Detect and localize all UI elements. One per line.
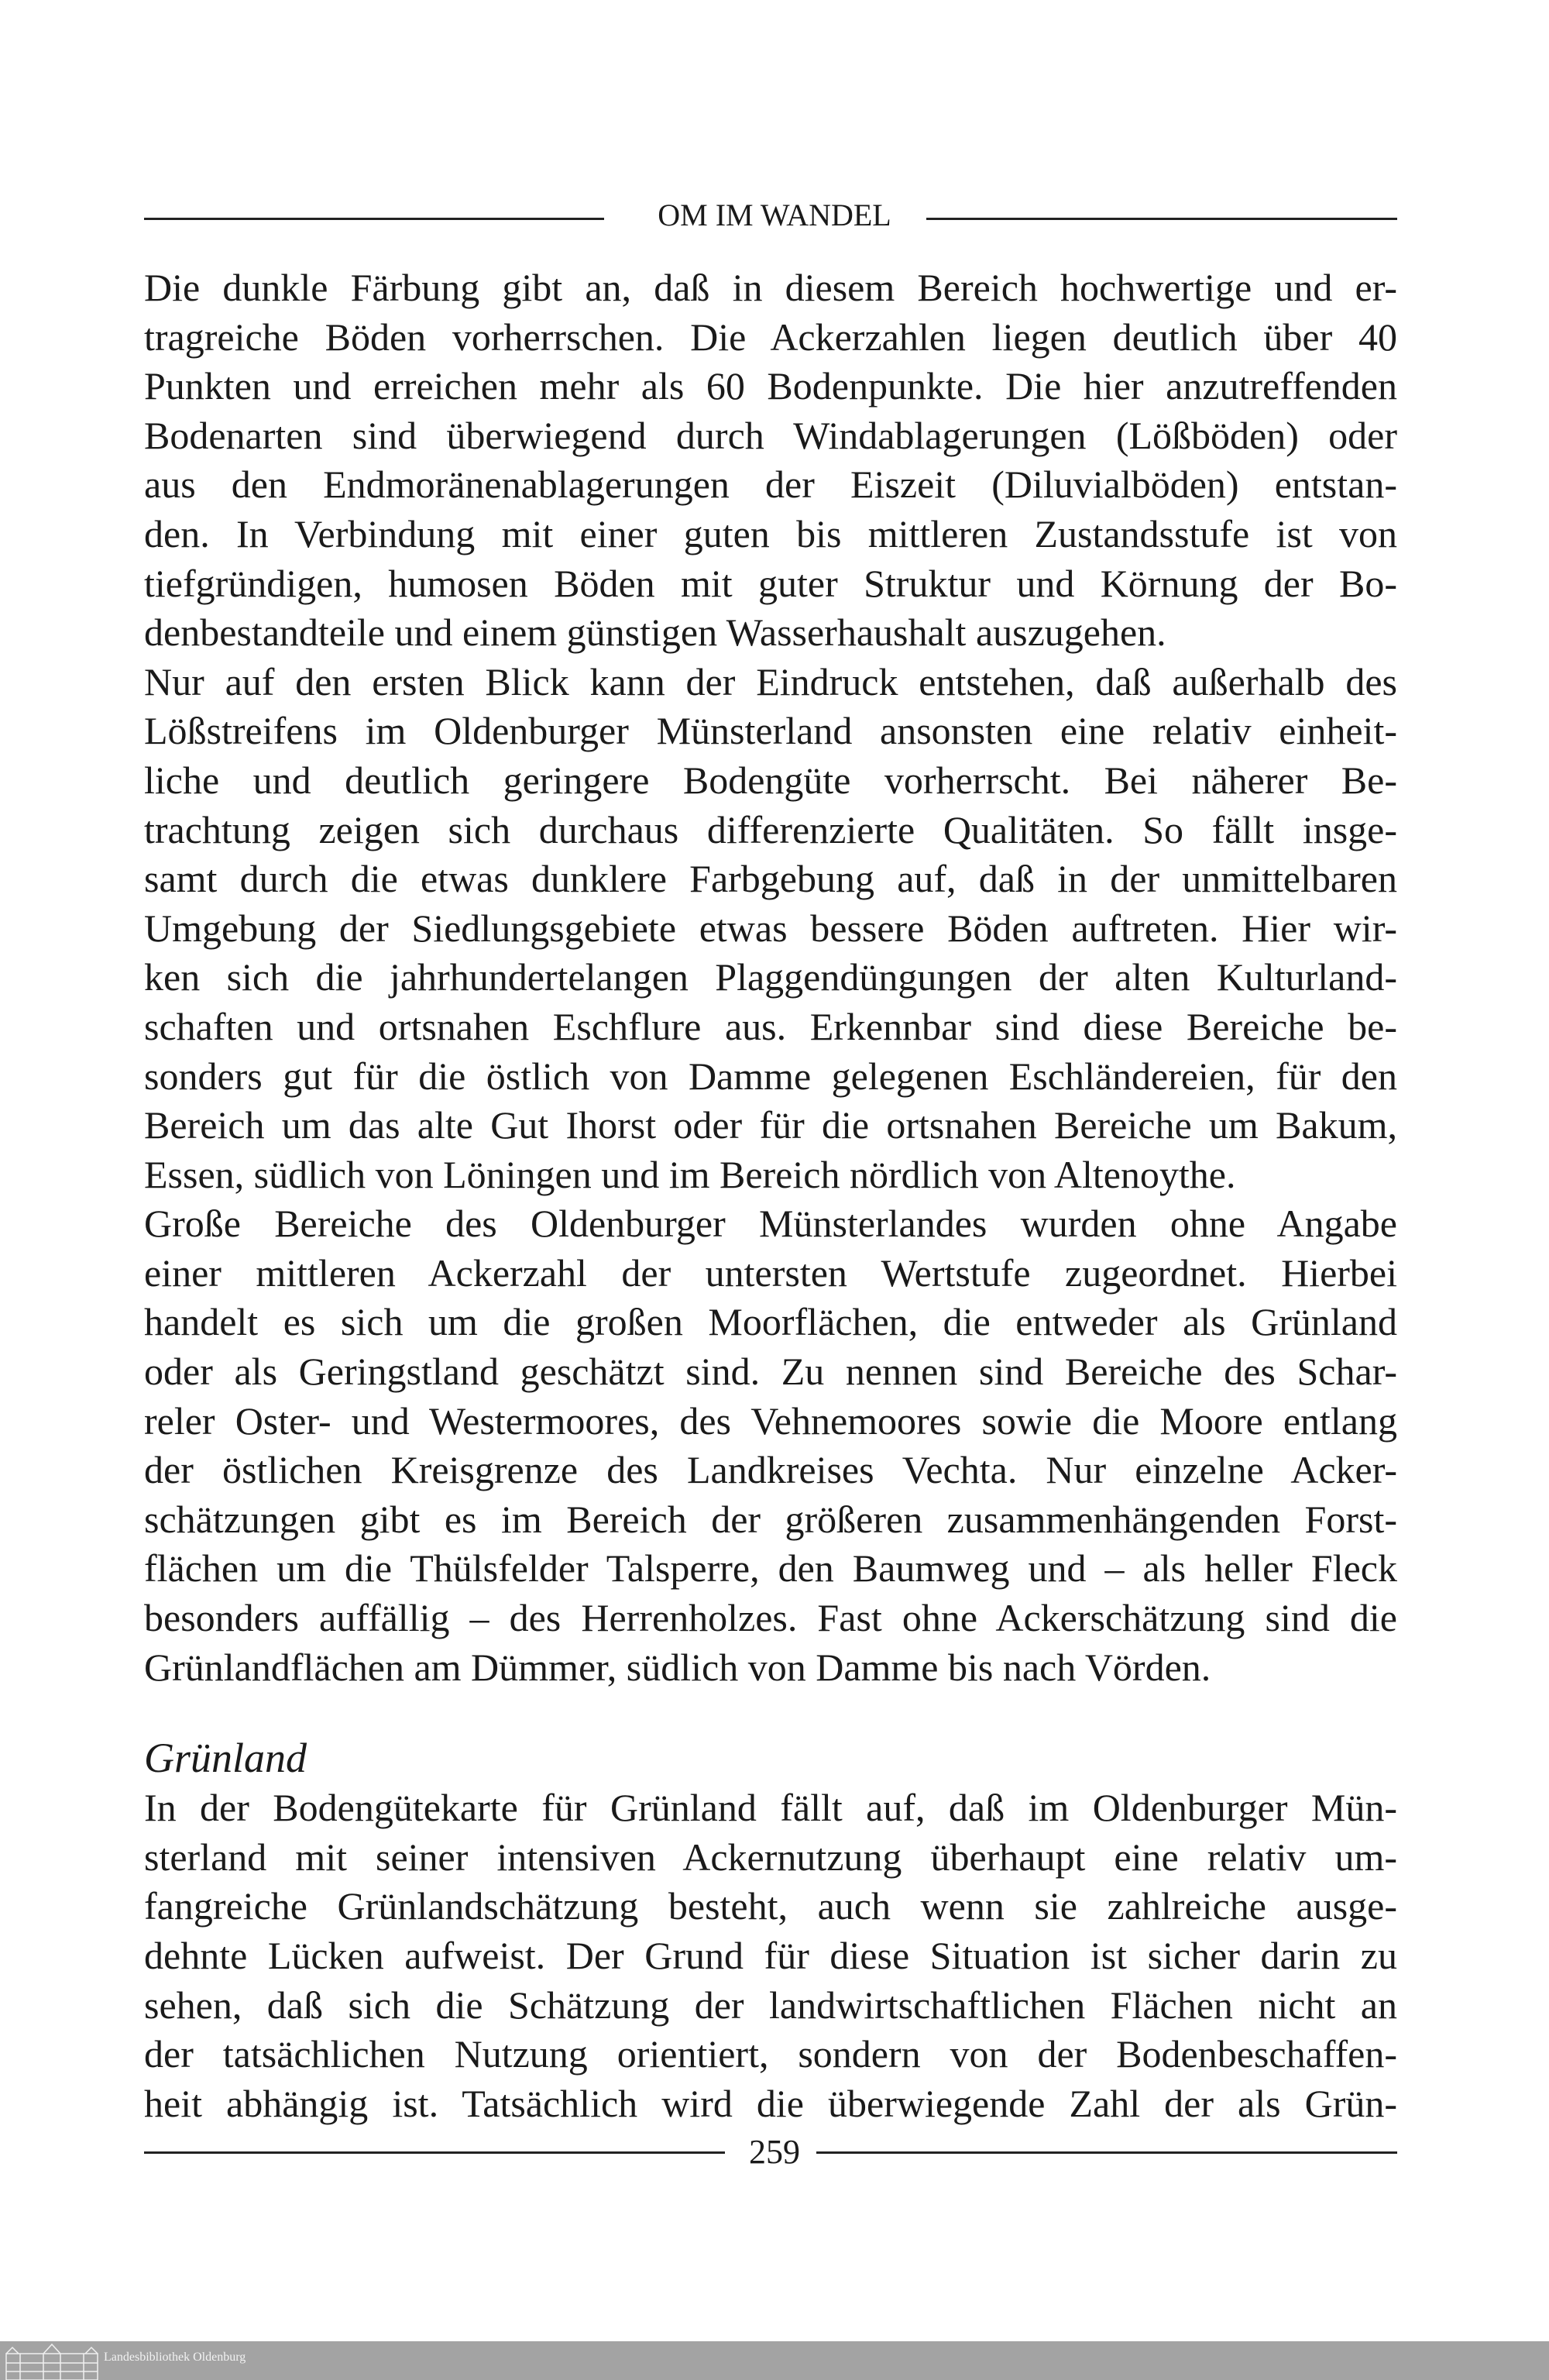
text-line: heit abhängig ist. Tatsächlich wird die überwiegende Zahl der als Grün- (144, 2081, 1397, 2125)
text-line: Umgebung der Siedlungsgebiete etwas bessere Böden auftreten. Hier wir- (144, 906, 1397, 950)
text-line: den. In Verbindung mit einer guten bis mittleren Zustandsstufe ist von (144, 511, 1397, 555)
text-line: schätzungen gibt es im Bereich der größeren zusammenhängenden Forst- (144, 1497, 1397, 1541)
text-line: trachtung zeigen sich durchaus differenzierte Qualitäten. So fällt insge- (144, 807, 1397, 851)
text-line: Nur auf den ersten Blick kann der Eindruck entstehen, daß außerhalb des (144, 659, 1397, 703)
text-line: Große Bereiche des Oldenburger Münsterlandes wurden ohne Angabe (144, 1202, 1397, 1246)
library-building-logo (5, 2343, 99, 2380)
text-line: Essen, südlich von Löningen und im Bereich nördlich von Altenoythe. (144, 1152, 1236, 1196)
text-line: Lößstreifens im Oldenburger Münsterland ansonsten eine relativ einheit- (144, 709, 1397, 753)
running-head (0, 197, 1549, 233)
text-line: besonders auffällig – des Herrenholzes. Fast ohne Ackerschätzung sind die (144, 1596, 1397, 1640)
text-line: dehnte Lücken aufweist. Der Grund für diese Situation ist sicher darin zu (144, 1934, 1397, 1977)
text-line: oder als Geringstland geschätzt sind. Zu nennen sind Bereiche des Schar- (144, 1350, 1397, 1394)
text-line: Punkten und erreichen mehr als 60 Bodenpunkte. Die hier anzutreffenden (144, 364, 1397, 408)
text-line: ken sich die jahrhundertelangen Plaggendüngungen der alten Kulturland- (144, 955, 1397, 999)
text-line: sonders gut für die östlich von Damme gelegenen Eschländereien, für den (144, 1054, 1397, 1098)
text-line: Bodenarten sind überwiegend durch Windablagerungen (Lößböden) oder (144, 413, 1397, 457)
text-line: handelt es sich um die großen Moorflächen, die entweder als Grünland (144, 1300, 1397, 1344)
text-line: einer mittleren Ackerzahl der untersten Wertstufe zugeordnet. Hierbei (144, 1250, 1397, 1295)
body-text (144, 263, 1397, 2128)
text-line: sehen, daß sich die Schätzung der landwirtschaftlichen Flächen nicht an (144, 1983, 1397, 2027)
text-line: denbestandteile und einem günstigen Wasserhaushalt auszugehen. (144, 610, 1166, 655)
section-heading: Grünland (144, 1735, 307, 1782)
text-line: liche und deutlich geringere Bodengüte vorherrscht. Bei näherer Be- (144, 758, 1397, 802)
page-number: 259 (749, 2133, 800, 2171)
text-line: reler Oster- und Westermoores, des Vehnemoores sowie die Moore entlang (144, 1398, 1397, 1443)
library-footer-bar (0, 2341, 1549, 2380)
text-line: Die dunkle Färbung gibt an, daß in diesem Bereich hochwertige und er- (144, 266, 1397, 309)
library-name: Landesbibliothek Oldenburg (104, 2351, 246, 2364)
text-line: der östlichen Kreisgrenze des Landkreises Vechta. Nur einzelne Acker- (144, 1448, 1397, 1492)
text-line: tiefgründigen, humosen Böden mit guter Struktur und Körnung der Bo- (144, 561, 1397, 605)
text-line: tragreiche Böden vorherrschen. Die Ackerzahlen liegen deutlich über 40 (144, 315, 1397, 359)
text-line: flächen um die Thülsfelder Talsperre, den Baumweg und – als heller Fleck (144, 1546, 1397, 1591)
running-title: OM IM WANDEL (647, 198, 902, 232)
text-line: aus den Endmoränenablagerungen der Eiszeit (Diluvialböden) entstan- (144, 463, 1397, 507)
text-line: samt durch die etwas dunklere Farbgebung auf, daß in der unmittelbaren (144, 857, 1397, 901)
text-line: schaften und ortsnahen Eschflure aus. Erkennbar sind diese Bereiche be- (144, 1004, 1397, 1048)
text-line: fangreiche Grünlandschätzung besteht, auch wenn sie zahlreiche ausge- (144, 1884, 1397, 1928)
text-line: der tatsächlichen Nutzung orientiert, sondern von der Bodenbeschaffen- (144, 2032, 1397, 2076)
text-line: sterland mit seiner intensiven Ackernutzung überhaupt eine relativ um- (144, 1835, 1397, 1879)
text-line: In der Bodengütekarte für Grünland fällt auf, daß im Oldenburger Mün- (144, 1786, 1397, 1830)
text-line: Grünlandflächen am Dümmer, südlich von Damme bis nach Vörden. (144, 1645, 1211, 1689)
text-line: Bereich um das alte Gut Ihorst oder für die ortsnahen Bereiche um Bakum, (144, 1103, 1397, 1147)
